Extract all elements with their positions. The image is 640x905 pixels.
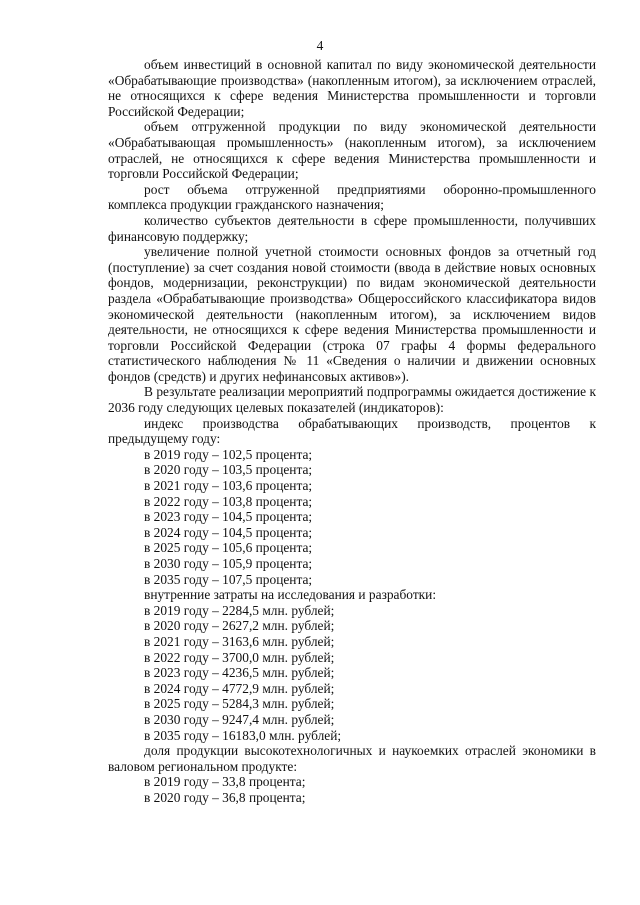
list-item: в 2020 году – 2627,2 млн. рублей; (144, 618, 335, 634)
paragraph-hightech-share: доля продукции высокотехнологичных и наукоемких отраслей экономики в валовом региональном продукте: (108, 743, 596, 774)
paragraph-expected-results: В результате реализации мероприятий подпрограммы ожидается достижение к 2036 году следующих целевых показателей (индикаторов): (108, 384, 596, 416)
paragraph-shipped-products: объем отгруженной продукции по виду экономической деятельности «Обрабатывающая промышленность» (накопленным итогом), за исключением отраслей, не относящихся к сфере ведения Министерства промышленности и торговли Российской Федерации; (108, 119, 596, 182)
list-item: в 2035 году – 16183,0 млн. рублей; (144, 727, 342, 743)
list-item: в 2020 году – 103,5 процента; (144, 462, 313, 478)
list-item: в 2021 году – 103,6 процента; (144, 478, 313, 494)
list-item: в 2022 году – 3700,0 млн. рублей; (144, 649, 335, 665)
list-item: в 2020 году – 36,8 процента; (144, 789, 306, 805)
paragraph-production-index: индекс производства обрабатывающих производств, процентов к предыдущему году: (108, 415, 596, 447)
list-item: в 2019 году – 102,5 процента; (144, 446, 313, 462)
list-item: в 2019 году – 2284,5 млн. рублей; (144, 602, 335, 618)
list-item: в 2025 году – 5284,3 млн. рублей; (144, 696, 335, 712)
list-item: в 2019 году – 33,8 процента; (144, 774, 306, 790)
list-item: в 2021 году – 3163,6 млн. рублей; (144, 633, 335, 649)
list-item: в 2025 году – 105,6 процента; (144, 540, 313, 556)
list-item: в 2030 году – 9247,4 млн. рублей; (144, 711, 335, 727)
paragraph-investment: объем инвестиций в основной капитал по виду экономической деятельности «Обрабатывающие производства» (накопленным итогом), за исключением отраслей, не относящихся к сфере ведения Министерства промышленности и торговли Российской Федерации; (108, 57, 596, 119)
document-body (108, 57, 596, 806)
list-item: в 2024 году – 104,5 процента; (144, 524, 313, 540)
paragraph-rd-costs: внутренние затраты на исследования и разработки: (144, 587, 437, 603)
list-item: в 2024 году – 4772,9 млн. рублей; (144, 680, 335, 696)
list-item: в 2023 году – 4236,5 млн. рублей; (144, 665, 335, 681)
paragraph-supported-entities: количество субъектов деятельности в сфере промышленности, получивших финансовую поддержку; (108, 212, 596, 244)
rd-costs-list (108, 603, 596, 743)
list-item: в 2022 году – 103,8 процента; (144, 493, 313, 509)
list-item: в 2035 году – 107,5 процента; (144, 571, 313, 587)
page-number: 4 (316, 38, 324, 53)
hightech-share-list (108, 774, 596, 805)
paragraph-fixed-assets: увеличение полной учетной стоимости основных фондов за отчетный год (поступление) за счет создания новой стоимости (ввода в действие новых основных фондов, модернизации, реконструкции) по видам экономической деятельности раздела «Обрабатывающие производства» Общероссийского классификатора видов экономической деятельности (накопленным итогом), за исключением видов деятельности, не относящихся к сфере ведения Министерства промышленности и торговли Российской Федерации (строка 07 графы 4 формы федерального статистического наблюдения № 11 «Сведения о наличии и движении основных фондов (средств) и других нефинансовых активов»). (108, 244, 596, 384)
list-item: в 2030 году – 105,9 процента; (144, 556, 313, 571)
list-item: в 2023 году – 104,5 процента; (144, 509, 313, 525)
paragraph-defense-civil-products: рост объема отгруженной предприятиями оборонно-промышленного комплекса продукции гражданского назначения; (108, 181, 596, 213)
production-index-list (108, 447, 596, 587)
